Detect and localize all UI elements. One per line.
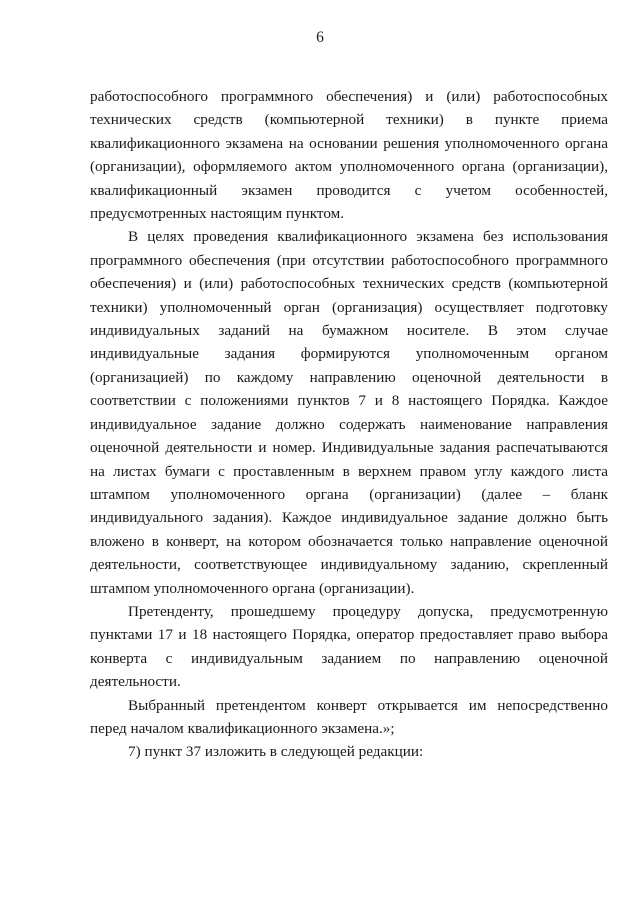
paragraph-envelope-choice: Претенденту, прошедшему процедуру допуска, предусмотренную пунктами 17 и 18 настоящего Порядка, оператор предоставляет право выбора конверта с индивидуальным заданием по направлению оценочной деятельности.: [90, 602, 608, 691]
paragraph-item-7: 7) пункт 37 изложить в следующей редакции:: [128, 743, 424, 761]
paragraph-envelope-opening: Выбранный претендентом конверт открывается им непосредственно перед началом квалификационного экзамена.»;: [90, 696, 608, 737]
paragraph-continuation: работоспособного программного обеспечения) и (или) работоспособных технических средств (компьютерной техники) в пункте приема квалификационного экзамена на основании решения уполномоченного органа (организации), оформляемого актом уполномоченного органа (организации), квалификационный экзамен проводится с учетом особенностей, предусмотренных настоящим пунктом.: [90, 88, 608, 223]
page-number: 6: [316, 29, 324, 46]
document-body: [90, 85, 608, 764]
paragraph-exam-without-software: В целях проведения квалификационного экзамена без использования программного обеспечения (при отсутствии работоспособного программного обеспечения) и (или) работоспособных технических средств (компьютерной техники) уполномоченный орган (организация) осуществляет подготовку индивидуальных заданий на бумажном носителе. В этом случае индивидуальные задания формируются уполномоченным органом (организацией) по каждому направлению оценочной деятельности в соответствии с положениями пунктов 7 и 8 настоящего Порядка. Каждое индивидуальное задание должно содержать наименование направления оценочной деятельности и номер. Индивидуальные задания распечатываются на листах бумаги с проставленным в верхнем правом углу каждого листа штампом уполномоченного органа (организации) (далее – бланк индивидуального задания). Каждое индивидуальное задание должно быть вложено в конверт, на котором обозначается только направление оценочной деятельности, соответствующее индивидуальному заданию, скрепленный штампом уполномоченного органа (организации).: [90, 228, 608, 597]
